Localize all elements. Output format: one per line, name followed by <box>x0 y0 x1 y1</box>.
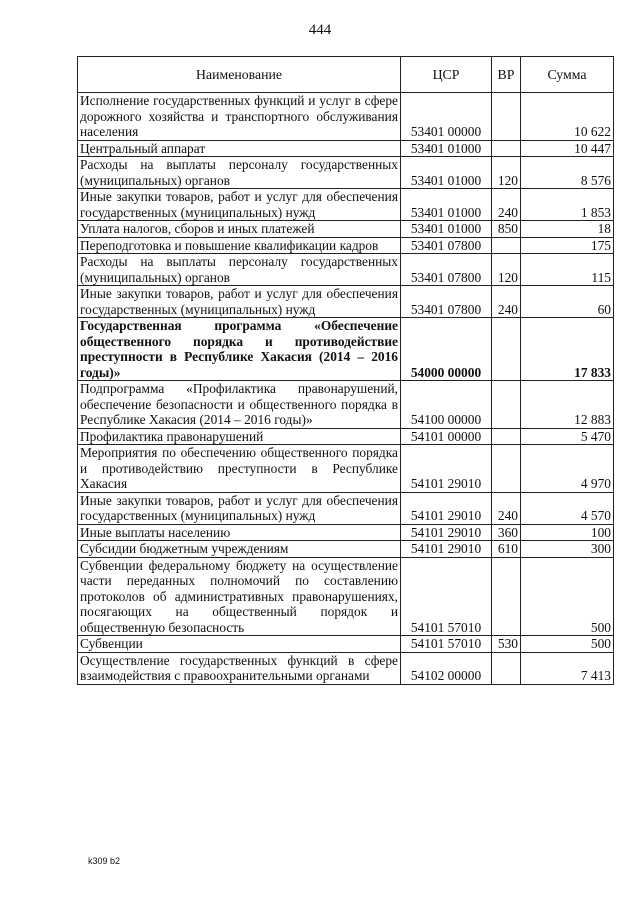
table-row <box>78 140 614 157</box>
cell-name: Субвенции <box>78 636 401 653</box>
cell-sum: 4 970 <box>521 445 614 493</box>
table-row <box>78 652 614 684</box>
table-row <box>78 541 614 558</box>
table-row <box>78 157 614 189</box>
cell-name: Расходы на выплаты персоналу государственных (муниципальных) органов <box>78 254 401 286</box>
cell-vr <box>492 318 521 381</box>
table-row <box>78 189 614 221</box>
table-row <box>78 636 614 653</box>
cell-csr: 53401 00000 <box>401 93 492 141</box>
header-name: Наименование <box>78 57 401 93</box>
cell-vr <box>492 140 521 157</box>
table-row <box>78 93 614 141</box>
cell-name: Иные закупки товаров, работ и услуг для обеспечения государственных (муниципальных) нужд <box>78 189 401 221</box>
cell-csr: 54100 00000 <box>401 381 492 429</box>
cell-csr: 54101 57010 <box>401 557 492 636</box>
table-row <box>78 445 614 493</box>
cell-sum: 17 833 <box>521 318 614 381</box>
cell-sum: 7 413 <box>521 652 614 684</box>
cell-name: Переподготовка и повышение квалификации кадров <box>78 237 401 254</box>
cell-vr <box>492 557 521 636</box>
cell-csr: 54101 57010 <box>401 636 492 653</box>
table-row <box>78 221 614 238</box>
cell-sum: 8 576 <box>521 157 614 189</box>
cell-name: Иные закупки товаров, работ и услуг для обеспечения государственных (муниципальных) нужд <box>78 286 401 318</box>
header-vr: ВР <box>492 57 521 93</box>
cell-csr: 53401 07800 <box>401 254 492 286</box>
cell-sum: 10 447 <box>521 140 614 157</box>
page-number: 444 <box>308 22 332 38</box>
cell-name: Профилактика правонарушений <box>78 428 401 445</box>
cell-name: Исполнение государственных функций и услуг в сфере дорожного хозяйства и транспортного обслуживания населения <box>78 93 401 141</box>
header-sum: Сумма <box>521 57 614 93</box>
table-row <box>78 428 614 445</box>
cell-vr: 530 <box>492 636 521 653</box>
cell-sum: 4 570 <box>521 492 614 524</box>
cell-sum: 1 853 <box>521 189 614 221</box>
cell-name: Осуществление государственных функций в сфере взаимодействия с правоохранительными органами <box>78 652 401 684</box>
table-row <box>78 557 614 636</box>
cell-vr: 610 <box>492 541 521 558</box>
cell-sum: 5 470 <box>521 428 614 445</box>
table-header-row <box>78 57 614 93</box>
cell-name: Субвенции федеральному бюджету на осуществление части переданных полномочий по составлению протоколов об административных правонарушениях, посягающих на общественный порядок и общественную безопасность <box>78 557 401 636</box>
cell-sum: 500 <box>521 636 614 653</box>
cell-name: Центральный аппарат <box>78 140 401 157</box>
cell-vr <box>492 428 521 445</box>
footer-code: k309 b2 <box>88 856 121 866</box>
cell-vr: 120 <box>492 254 521 286</box>
table-row <box>78 524 614 541</box>
cell-name: Подпрограмма «Профилактика правонарушений, обеспечение безопасности и общественного порядка в Республике Хакасия (2014 – 2016 годы)» <box>78 381 401 429</box>
cell-csr: 54101 29010 <box>401 492 492 524</box>
cell-csr: 54000 00000 <box>401 318 492 381</box>
cell-sum: 18 <box>521 221 614 238</box>
cell-name: Уплата налогов, сборов и иных платежей <box>78 221 401 238</box>
cell-name: Субсидии бюджетным учреждениям <box>78 541 401 558</box>
table-row <box>78 318 614 381</box>
cell-csr: 54101 00000 <box>401 428 492 445</box>
cell-name: Расходы на выплаты персоналу государственных (муниципальных) органов <box>78 157 401 189</box>
cell-csr: 53401 01000 <box>401 189 492 221</box>
table-body <box>78 93 614 685</box>
cell-csr: 53401 01000 <box>401 157 492 189</box>
table-row <box>78 492 614 524</box>
cell-csr: 53401 01000 <box>401 221 492 238</box>
cell-sum: 500 <box>521 557 614 636</box>
cell-vr: 360 <box>492 524 521 541</box>
cell-vr: 120 <box>492 157 521 189</box>
cell-vr: 240 <box>492 189 521 221</box>
table-row <box>78 237 614 254</box>
cell-sum: 12 883 <box>521 381 614 429</box>
cell-vr <box>492 93 521 141</box>
cell-sum: 10 622 <box>521 93 614 141</box>
cell-csr: 54101 29010 <box>401 524 492 541</box>
cell-vr <box>492 237 521 254</box>
cell-vr: 850 <box>492 221 521 238</box>
cell-name: Иные выплаты населению <box>78 524 401 541</box>
table-row <box>78 286 614 318</box>
cell-vr <box>492 652 521 684</box>
table-row <box>78 381 614 429</box>
cell-csr: 53401 07800 <box>401 237 492 254</box>
cell-sum: 300 <box>521 541 614 558</box>
cell-vr: 240 <box>492 286 521 318</box>
cell-vr <box>492 445 521 493</box>
cell-name: Государственная программа «Обеспечение общественного порядка и противодействие преступности в Республике Хакасия (2014 – 2016 годы)» <box>78 318 401 381</box>
cell-name: Мероприятия по обеспечению общественного порядка и противодействию преступности в Республике Хакасия <box>78 445 401 493</box>
cell-sum: 115 <box>521 254 614 286</box>
cell-csr: 53401 01000 <box>401 140 492 157</box>
cell-sum: 100 <box>521 524 614 541</box>
header-csr: ЦСР <box>401 57 492 93</box>
cell-csr: 54101 29010 <box>401 541 492 558</box>
cell-csr: 54101 29010 <box>401 445 492 493</box>
table-row <box>78 254 614 286</box>
cell-sum: 60 <box>521 286 614 318</box>
cell-vr <box>492 381 521 429</box>
cell-csr: 54102 00000 <box>401 652 492 684</box>
budget-table <box>77 56 614 685</box>
cell-vr: 240 <box>492 492 521 524</box>
cell-name: Иные закупки товаров, работ и услуг для обеспечения государственных (муниципальных) нужд <box>78 492 401 524</box>
cell-sum: 175 <box>521 237 614 254</box>
cell-csr: 53401 07800 <box>401 286 492 318</box>
